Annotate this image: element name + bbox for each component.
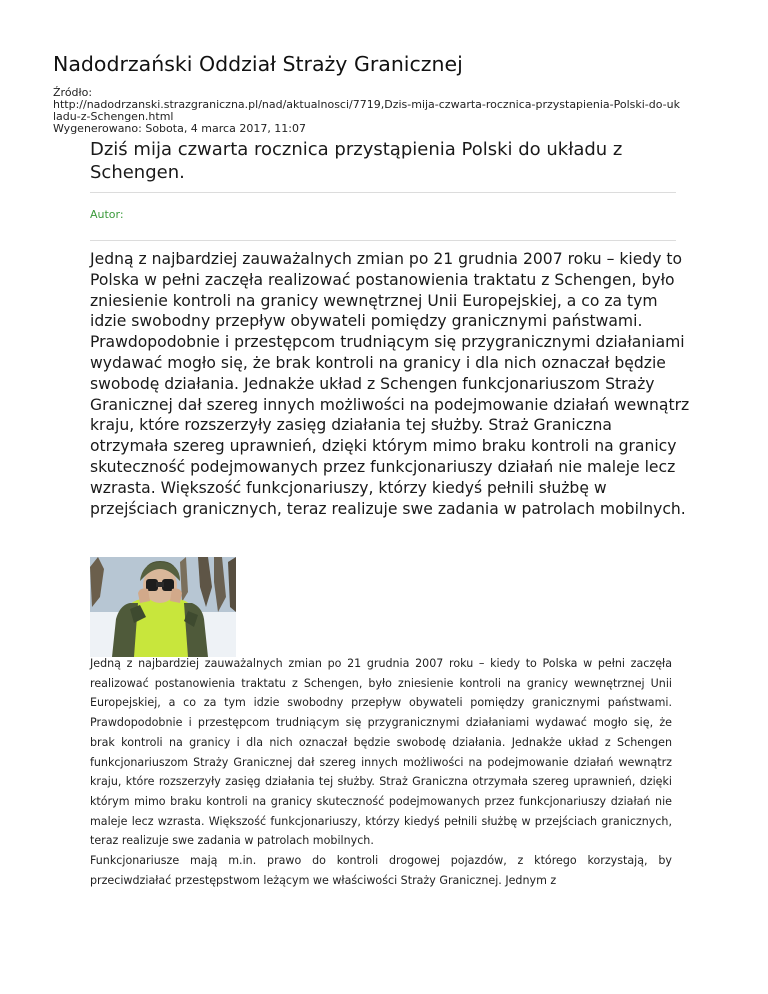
border-guard-photo (90, 557, 236, 657)
divider-bottom (90, 240, 676, 241)
source-url-line-1[interactable]: http://nadodrzanski.strazgraniczna.pl/nad/aktualnosci/7719,Dzis-mija-czwarta-rocznica-przystapienia-Polski-do-uk (53, 98, 680, 111)
source-label: Źródło: (53, 86, 93, 99)
article-photo (90, 557, 236, 657)
source-info (53, 87, 753, 135)
body-paragraph: Funkcjonariusze mają m.in. prawo do kontroli drogowej pojazdów, z którego korzystają, by przeciwdziałać przestępstwom leżącym we właściwości Straży Granicznej. Jednym z (90, 854, 672, 887)
author-label: Autor: (90, 208, 124, 221)
divider-top (90, 192, 676, 193)
article-body (90, 654, 672, 890)
site-title: Nadodrzański Oddział Straży Granicznej (53, 52, 463, 76)
generated-timestamp: Wygenerowano: Sobota, 4 marca 2017, 11:07 (53, 122, 307, 135)
article-lead: Jedną z najbardziej zauważalnych zmian po 21 grudnia 2007 roku – kiedy to Polska w pełni zaczęła realizować postanowienia traktatu z Schengen, było zniesienie kontroli na granicy wewnętrznej Unii Europejskiej, a co za tym idzie swobodny przepływ obywateli pomiędzy granicznymi państwami. Prawdopodobnie i przestępcom trudniącym się przygranicznymi działaniami wydawać mogło się, że brak kontroli na granicy i dla nich oznaczał będzie swobodę działania. Jednakże układ z Schengen funkcjonariuszom Straży Granicznej dał szereg innych możliwości na podejmowanie działań wewnątrz kraju, które rozszerzyły zasięg działania tej służby. Straż Graniczna otrzymała szereg uprawnień, dzięki którym mimo braku kontroli na granicy skuteczność podejmowanych przez funkcjonariuszy działań nie maleje lecz wzrasta. Większość funkcjonariuszy, którzy kiedyś pełnili służbę w przejściach granicznych, teraz realizuje swe zadania w patrolach mobilnych. (90, 250, 690, 518)
source-url-line-2[interactable]: ladu-z-Schengen.html (53, 110, 174, 123)
article-title: Dziś mija czwarta rocznica przystąpienia Polski do układu z Schengen. (90, 139, 623, 183)
body-paragraph: Jedną z najbardziej zauważalnych zmian po 21 grudnia 2007 roku – kiedy to Polska w pełni zaczęła realizować postanowienia traktatu z Schengen, było zniesienie kontroli na granicy wewnętrznej Unii Europejskiej, a co za tym idzie swobodny przepływ obywateli pomiędzy granicznymi państwami. Prawdopodobnie i przestępcom trudniącym się przygranicznymi działaniami wydawać mogło się, że brak kontroli na granicy i dla nich oznaczał będzie swobodę działania. Jednakże układ z Schengen funkcjonariuszom Straży Granicznej dał szereg innych możliwości na podejmowanie działań wewnątrz kraju, które rozszerzyły zasięg działania tej służby. Straż Graniczna otrzymała szereg uprawnień, dzięki którym mimo braku kontroli na granicy skuteczność podejmowanych przez funkcjonariuszy działań nie maleje lecz wzrasta. Większość funkcjonariuszy, którzy kiedyś pełnili służbę w przejściach granicznych, teraz realizuje swe zadania w patrolach mobilnych. (90, 657, 672, 848)
